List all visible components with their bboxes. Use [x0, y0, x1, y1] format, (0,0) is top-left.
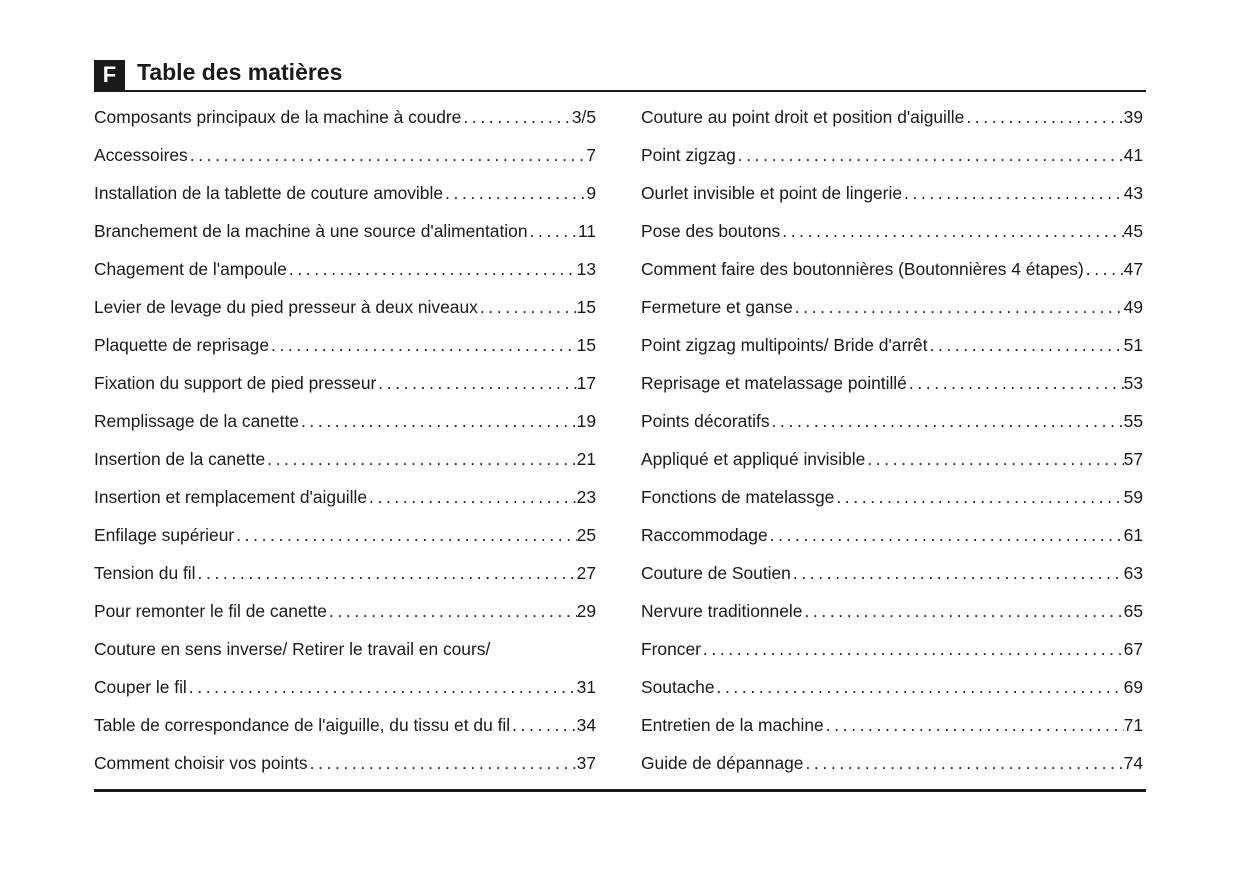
toc-entry-page: 7 [586, 144, 596, 165]
toc-entry-page: 63 [1123, 562, 1143, 583]
toc-entry [94, 250, 596, 288]
toc-entry-title: Point zigzag multipoints/ Bride d'arrêt [641, 334, 928, 355]
toc-leader-dots [717, 677, 1124, 698]
toc-leader-dots [512, 715, 577, 736]
toc-leader-dots [782, 221, 1123, 242]
toc-entry-page: 45 [1123, 220, 1143, 241]
toc-entry [641, 212, 1143, 250]
toc-entry-page: 65 [1123, 600, 1143, 621]
toc-entry [94, 98, 596, 136]
toc-entry-title: Chagement de l'ampoule [94, 258, 287, 279]
toc-entry-title: Branchement de la machine à une source d'alimentation [94, 220, 528, 241]
toc-entry-title: Point zigzag [641, 144, 736, 165]
toc-leader-dots [772, 411, 1124, 432]
toc-entry [94, 592, 596, 630]
toc-leader-dots [198, 563, 577, 584]
toc-entry [641, 174, 1143, 212]
toc-entry [641, 516, 1143, 554]
toc-entry-title: Soutache [641, 676, 715, 697]
toc-entry [94, 174, 596, 212]
toc-entry [641, 744, 1143, 782]
toc-leader-dots [1086, 259, 1124, 280]
toc-entry [94, 440, 596, 478]
toc-entry [641, 554, 1143, 592]
toc-entry-page: 17 [576, 372, 596, 393]
toc-entry [94, 478, 596, 516]
toc-leader-dots [301, 411, 577, 432]
toc-entry [641, 98, 1143, 136]
toc-entry-page: 39 [1123, 106, 1143, 127]
toc-entry [94, 516, 596, 554]
toc-leader-dots [445, 183, 586, 204]
toc-leader-dots [189, 677, 577, 698]
toc-entry-title: Couture au point droit et position d'aiguille [641, 106, 965, 127]
toc-entry [94, 288, 596, 326]
toc-entry-title: Comment faire des boutonnières (Boutonnières 4 étapes) [641, 258, 1084, 279]
toc-entry-page: 21 [576, 448, 596, 469]
toc-entry-page: 41 [1123, 144, 1143, 165]
toc-column-left [94, 98, 596, 782]
toc-entry-title: Raccommodage [641, 524, 768, 545]
toc-entry-title: Ourlet invisible et point de lingerie [641, 182, 903, 203]
toc-leader-dots [480, 297, 577, 318]
toc-leader-dots [369, 487, 577, 508]
toc-entry-page: 51 [1123, 334, 1143, 355]
toc-entry [94, 706, 596, 744]
toc-entry-page: 71 [1123, 714, 1143, 735]
toc-entry-title: Installation de la tablette de couture amovible [94, 182, 444, 203]
toc-entry-page: 57 [1123, 448, 1143, 469]
toc-entry-page: 9 [586, 182, 596, 203]
toc-entry [641, 440, 1143, 478]
toc-leader-dots [826, 715, 1124, 736]
toc-entry [641, 592, 1143, 630]
toc-entry-title: Comment choisir vos points [94, 752, 308, 773]
toc-entry-title: Pose des boutons [641, 220, 781, 241]
toc-header [94, 56, 1146, 92]
toc-entry-title: Fermeture et ganse [641, 296, 793, 317]
toc-entry-title: Remplissage de la canette [94, 410, 299, 431]
toc-entry [641, 402, 1143, 440]
toc-leader-dots [805, 753, 1123, 774]
toc-leader-dots [770, 525, 1124, 546]
toc-leader-dots [310, 753, 577, 774]
toc-entry-page: 69 [1123, 676, 1143, 697]
toc-entry [94, 668, 596, 706]
toc-entry-page: 27 [576, 562, 596, 583]
toc-entry-title: Couture en sens inverse/ Retirer le travail en cours/ [94, 638, 491, 659]
toc-entry-page: 25 [576, 524, 596, 545]
toc-entry-title: Composants principaux de la machine à coudre [94, 106, 462, 127]
toc-leader-dots [804, 601, 1123, 622]
toc-entry-page: 61 [1123, 524, 1143, 545]
toc-entry-title: Guide de dépannage [641, 752, 804, 773]
toc-entry [94, 212, 596, 250]
toc-leader-dots [795, 297, 1124, 318]
toc-entry-page: 11 [577, 220, 596, 241]
toc-entry-page: 15 [576, 334, 596, 355]
toc-entry-title: Insertion et remplacement d'aiguille [94, 486, 368, 507]
toc-entry [641, 706, 1143, 744]
toc-leader-dots [463, 107, 571, 128]
toc-leader-dots [930, 335, 1124, 356]
toc-leader-dots [329, 601, 577, 622]
toc-entry [94, 630, 596, 668]
toc-entry [641, 326, 1143, 364]
toc-leader-dots [190, 145, 587, 166]
toc-entry-title: Levier de levage du pied presseur à deux niveaux [94, 296, 478, 317]
toc-entry [94, 402, 596, 440]
toc-entry-page: 31 [576, 676, 596, 697]
toc-entry-title: Couture de Soutien [641, 562, 791, 583]
toc-entry [94, 744, 596, 782]
toc-entry-page: 37 [576, 752, 596, 773]
toc-leader-dots [867, 449, 1123, 470]
toc-entry [641, 478, 1143, 516]
toc-entry-title: Accessoires [94, 144, 188, 165]
toc-entry-page: 19 [576, 410, 596, 431]
toc-leader-dots [236, 525, 576, 546]
toc-entry-title: Pour remonter le fil de canette [94, 600, 327, 621]
toc-entry [641, 288, 1143, 326]
toc-column-right [641, 98, 1143, 782]
toc-entry [94, 326, 596, 364]
toc-entry [641, 630, 1143, 668]
toc-entry-page: 15 [576, 296, 596, 317]
toc-leader-dots [271, 335, 577, 356]
toc-entry-page: 23 [576, 486, 596, 507]
toc-leader-dots [378, 373, 576, 394]
toc-leader-dots [904, 183, 1124, 204]
toc-entry-page: 47 [1123, 258, 1143, 279]
toc-entry-title: Nervure traditionnele [641, 600, 803, 621]
toc-entry-page: 29 [576, 600, 596, 621]
toc-entry-page: 74 [1123, 752, 1143, 773]
toc-leader-dots [738, 145, 1124, 166]
toc-leader-dots [909, 373, 1124, 394]
toc-leader-dots [793, 563, 1124, 584]
toc-entry-page: 59 [1123, 486, 1143, 507]
toc-entry-page: 49 [1123, 296, 1143, 317]
toc-entry-page: 53 [1123, 372, 1143, 393]
toc-entry-page: 67 [1123, 638, 1143, 659]
toc-entry [641, 364, 1143, 402]
toc-entry-title: Plaquette de reprisage [94, 334, 269, 355]
page-title: Table des matières [137, 59, 343, 85]
toc-entry [94, 364, 596, 402]
toc-leader-dots [703, 639, 1124, 660]
toc-entry-title: Froncer [641, 638, 701, 659]
toc-entry-title: Insertion de la canette [94, 448, 266, 469]
language-badge: F [94, 60, 125, 90]
toc-entry [641, 250, 1143, 288]
toc-entry-title: Entretien de la machine [641, 714, 824, 735]
toc-leader-dots [966, 107, 1123, 128]
toc-entry-page: 43 [1123, 182, 1143, 203]
toc-entry-page: 13 [576, 258, 596, 279]
toc-entry-page: 3/5 [571, 106, 596, 127]
toc-entry-title: Points décoratifs [641, 410, 770, 431]
toc-entry-page: 34 [576, 714, 596, 735]
toc-leader-dots [289, 259, 577, 280]
toc-entry [94, 554, 596, 592]
toc-entry-title: Table de correspondance de l'aiguille, du tissu et du fil [94, 714, 511, 735]
toc-entry-title: Reprisage et matelassage pointillé [641, 372, 907, 393]
toc-leader-dots [530, 221, 578, 242]
toc-entry-title: Fixation du support de pied presseur [94, 372, 377, 393]
toc-entry [641, 136, 1143, 174]
toc-entry-page: 55 [1123, 410, 1143, 431]
toc-entry-title: Fonctions de matelassge [641, 486, 835, 507]
toc-entry-title: Enfilage supérieur [94, 524, 235, 545]
toc-leader-dots [267, 449, 577, 470]
toc-entry-title: Appliqué et appliqué invisible [641, 448, 866, 469]
toc-leader-dots [836, 487, 1123, 508]
toc-entry [641, 668, 1143, 706]
toc-entry-title: Tension du fil [94, 562, 196, 583]
footer-rule [94, 789, 1146, 792]
toc-entry-title: Couper le fil [94, 676, 187, 697]
toc-entry [94, 136, 596, 174]
